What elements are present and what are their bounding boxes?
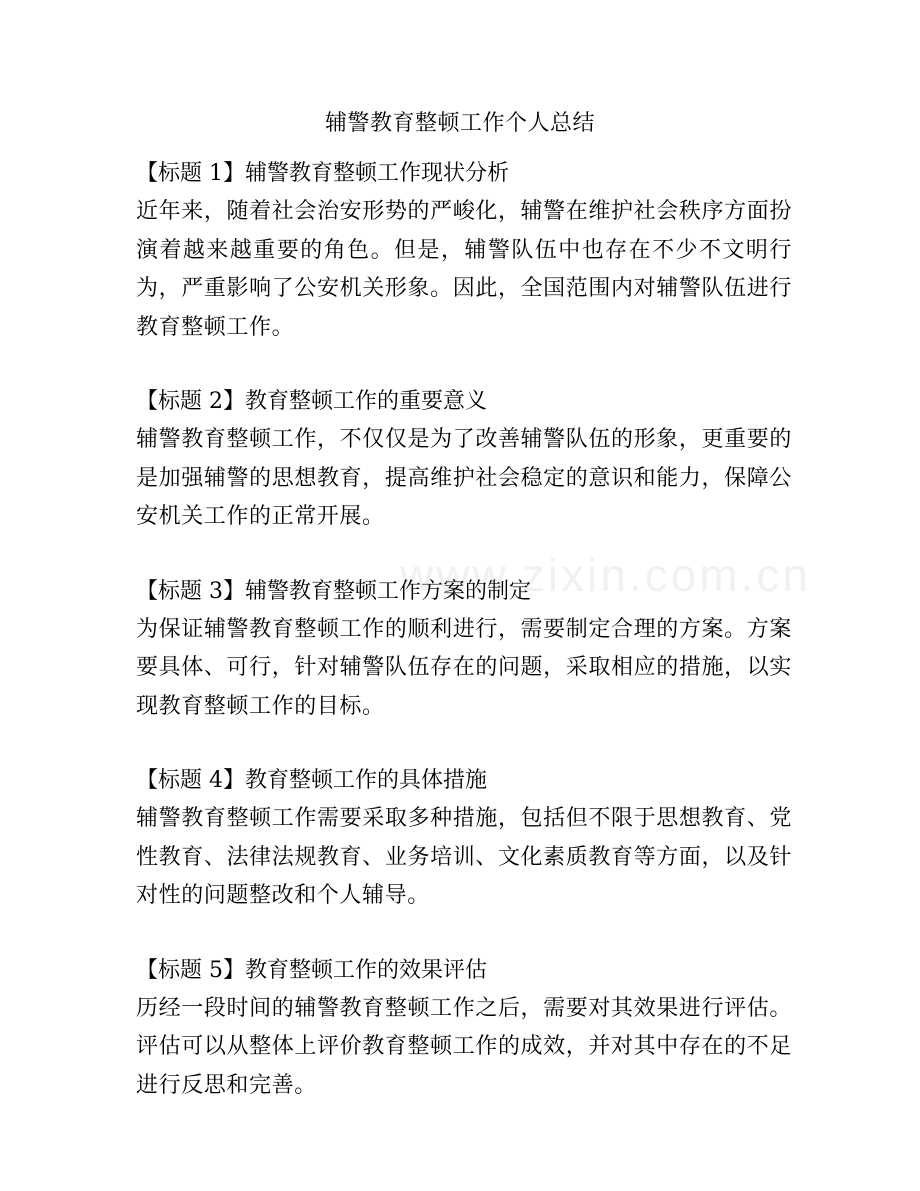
section-5 — [136, 952, 792, 1106]
section-heading: 【标题 1】辅警教育整顿工作现状分析 — [136, 161, 509, 186]
document-title: 辅警教育整顿工作个人总结 — [324, 111, 595, 136]
section-1 — [136, 155, 792, 347]
section-heading: 【标题 5】教育整顿工作的效果评估 — [136, 957, 487, 983]
section-body: 辅警教育整顿工作需要采取多种措施，包括但不限于思想教育、党性教育、法律法规教育、业务培训、文化素质教育等方面，以及针对性的问题整改和个人辅导。 — [136, 806, 792, 908]
section-body: 辅警教育整顿工作，不仅仅是为了改善辅警队伍的形象，更重要的是加强辅警的思想教育，提高维护社会稳定的意识和能力，保障公安机关工作的正常开展。 — [136, 427, 792, 529]
document-content — [136, 155, 792, 1141]
section-body: 历经一段时间的辅警教育整顿工作之后，需要对其效果进行评估。评估可以从整体上评价教育整顿工作的成效，并对其中存在的不足进行反思和完善。 — [136, 995, 792, 1098]
section-heading: 【标题 3】辅警教育整顿工作方案的制定 — [136, 578, 531, 604]
section-heading: 【标题 4】教育整顿工作的具体措施 — [136, 768, 487, 793]
section-3 — [136, 573, 792, 727]
section-4 — [136, 762, 792, 916]
section-2 — [136, 383, 792, 537]
section-body: 近年来，随着社会治安形势的严峻化，辅警在维护社会秩序方面扮演着越来越重要的角色。但是，辅警队伍中也存在不少不文明行为，严重影响了公安机关形象。因此，全国范围内对辅警队伍进行教育整顿工作。 — [136, 199, 792, 340]
section-heading: 【标题 2】教育整顿工作的重要意义 — [136, 389, 487, 414]
section-body: 为保证辅警教育整顿工作的顺利进行，需要制定合理的方案。方案要具体、可行，针对辅警队伍存在的问题，采取相应的措施，以实现教育整顿工作的目标。 — [136, 616, 792, 719]
watermark: www.zixin.com.cn — [400, 549, 811, 601]
